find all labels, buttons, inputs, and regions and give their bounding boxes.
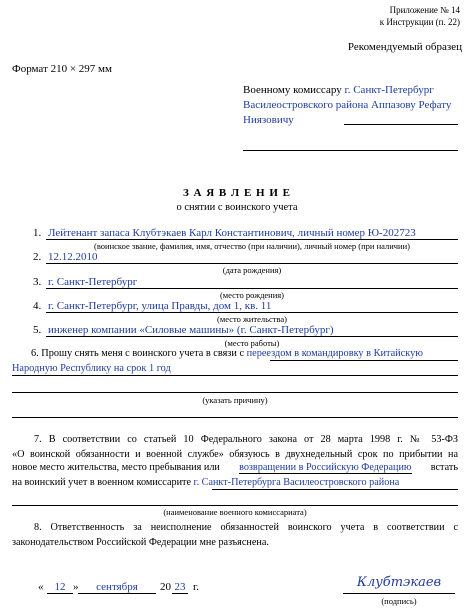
item-5-rule bbox=[46, 336, 458, 337]
item-3-caption: (место рождения) bbox=[219, 290, 285, 300]
item-7-line3-suffix: встать bbox=[430, 462, 458, 473]
addressee-prefix: Военному комиссару bbox=[243, 84, 342, 96]
item-1-value: Лейтенант запаса Клубтэкаев Карл Константинович, личный номер Ю-202723 bbox=[48, 227, 416, 239]
addressee-line3: Ниязовичу bbox=[243, 114, 294, 126]
item-7-line1: 7. В соответствии со статьей 10 Федерального закона от 28 марта 1998 г. № 53-ФЗ bbox=[34, 434, 458, 445]
item-2-rule bbox=[46, 263, 458, 264]
signature: Клубтэкаев bbox=[356, 575, 442, 590]
item-3-rule bbox=[46, 288, 458, 289]
addressee-line3-rule bbox=[344, 124, 458, 125]
item-1-number: 1. bbox=[33, 227, 42, 239]
item-4-caption: (место жительства) bbox=[217, 314, 287, 324]
date-day-rule bbox=[47, 593, 73, 594]
item-6-prefix: 6. Прошу снять меня с воинского учета в связи с bbox=[31, 348, 245, 359]
item-7-line4 bbox=[12, 477, 399, 488]
item-8-line2: законодательством Российской Федерации мне разъяснена. bbox=[12, 537, 269, 548]
item-6-rule-3 bbox=[12, 392, 458, 393]
item-3-value: г. Санкт-Петербург bbox=[48, 276, 138, 288]
document-title: З А Я В Л Е Н И Е bbox=[182, 187, 291, 199]
item-7-line4-prefix: на воинский учет в военном комиссарите bbox=[12, 477, 191, 488]
item-4-rule bbox=[46, 312, 458, 313]
appendix-line1: Приложение № 14 bbox=[389, 5, 460, 15]
date-year-prefix: 20 bbox=[160, 581, 171, 593]
item-7-rule-1 bbox=[212, 489, 458, 490]
date-open-quote: « bbox=[38, 581, 44, 593]
item-6-reason-line2: Народную Республику на срок 1 год bbox=[12, 363, 171, 374]
signature-rule bbox=[343, 593, 455, 594]
item-8-line1: 8. Ответственность за неисполнение обязанностей воинского учета в соответствии с bbox=[34, 522, 458, 533]
addressee-line2: Василеостровского района Аппазову Рефату bbox=[243, 99, 452, 111]
item-1-caption: (воинское звание, фамилия, имя, отчество (при наличии), личный номер (при наличии) bbox=[94, 241, 410, 251]
addressee-city: г. Санкт-Петербург bbox=[344, 84, 434, 96]
date-month: сентября bbox=[96, 581, 138, 593]
item-6-line1 bbox=[31, 348, 423, 359]
date-year-unit: г. bbox=[193, 581, 200, 593]
addressee-blank-line bbox=[243, 150, 458, 151]
item-2-value: 12.12.2010 bbox=[48, 251, 98, 263]
item-6-rule-4 bbox=[12, 417, 458, 418]
date-day: 12 bbox=[54, 581, 66, 593]
item-2-caption: (дата рождения) bbox=[222, 265, 282, 275]
item-7-paragraph bbox=[12, 432, 458, 462]
date-year-suffix: 23 bbox=[174, 581, 186, 593]
item-6-rule-1 bbox=[270, 360, 458, 361]
item-7-line4-fill: г. Санкт-Петербурга Василеостровского района bbox=[193, 477, 400, 488]
item-3-number: 3. bbox=[33, 276, 42, 288]
item-7-caption: (наименование военного комиссариата) bbox=[163, 507, 307, 517]
item-2-number: 2. bbox=[33, 251, 42, 263]
signature-caption: (подпись) bbox=[381, 596, 417, 606]
item-5-number: 5. bbox=[33, 324, 42, 336]
item-4-value: г. Санкт-Петербург, улица Правды, дом 1, кв. 11 bbox=[48, 300, 272, 312]
item-7-line2: «О воинской обязанности и военной службе» обязуюсь в двухнедельный срок по прибытии на bbox=[12, 449, 458, 460]
item-7-rule-2 bbox=[12, 505, 458, 506]
format-note: Формат 210 × 297 мм bbox=[12, 63, 112, 75]
item-5-caption: (место работы) bbox=[224, 338, 280, 348]
sample-note: Рекомендуемый образец bbox=[347, 41, 462, 53]
date-year-rule bbox=[172, 593, 188, 594]
item-5-value: инженер компании «Силовые машины» (г. Санкт-Петербург) bbox=[48, 324, 334, 336]
addressee-line1 bbox=[243, 84, 434, 96]
item-6-reason-line1: переездом в командировку в Китайскую bbox=[246, 348, 423, 359]
item-7-line3-fill: возвращении в Российскую Федерацию bbox=[239, 462, 412, 473]
date-month-rule bbox=[78, 593, 156, 594]
item-1-rule bbox=[46, 239, 458, 240]
item-8-paragraph bbox=[12, 520, 458, 550]
item-7-line3 bbox=[12, 462, 458, 474]
item-7-line3-prefix: новое место жительства, место пребывания или bbox=[12, 462, 220, 473]
item-6-caption: (указать причину) bbox=[202, 395, 268, 405]
document-subtitle: о снятии с воинского учета bbox=[176, 202, 298, 213]
item-4-number: 4. bbox=[33, 300, 42, 312]
appendix-line2: к Инструкции (п. 22) bbox=[379, 17, 460, 27]
item-6-rule-2 bbox=[12, 375, 458, 376]
date-close-quote: » bbox=[73, 581, 79, 593]
